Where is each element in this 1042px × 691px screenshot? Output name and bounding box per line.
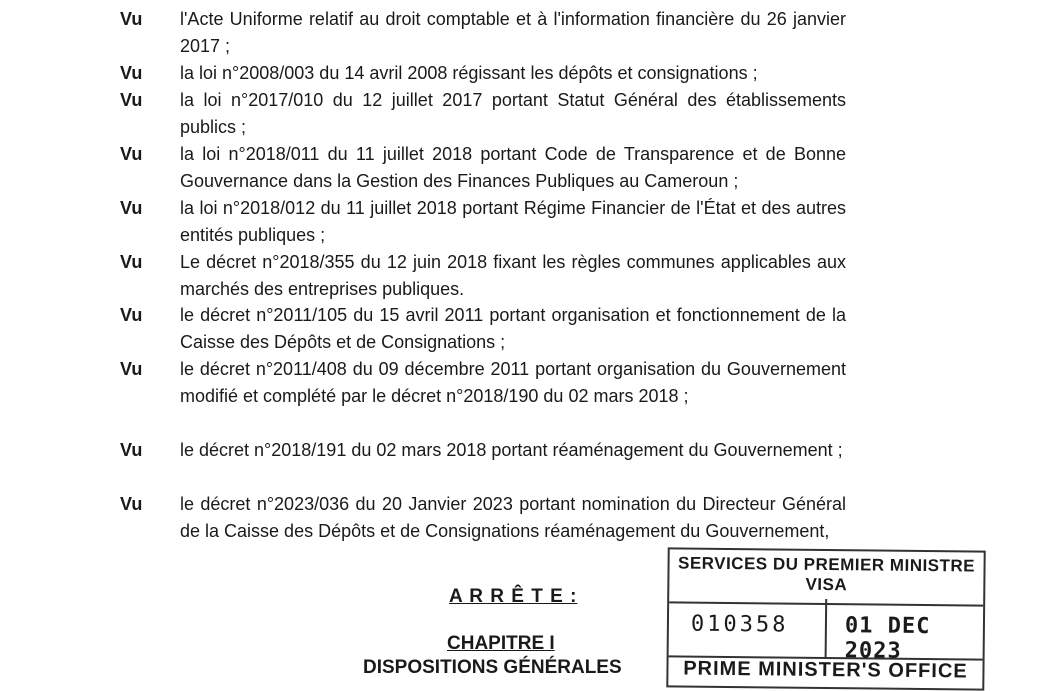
vu-text: Le décret n°2018/355 du 12 juin 2018 fixant les règles communes applicables aux marchés des entreprises publiques. xyxy=(180,252,846,299)
vu-label: Vu xyxy=(120,440,143,460)
vu-entry xyxy=(120,6,846,60)
vu-label: Vu xyxy=(120,9,143,29)
stamp-details xyxy=(669,597,984,664)
vu-label: Vu xyxy=(120,359,143,379)
vu-text: la loi n°2008/003 du 14 avril 2008 régissant les dépôts et consignations ; xyxy=(180,63,758,83)
stamp-service: SERVICES DU PREMIER MINISTRE xyxy=(677,553,976,576)
vu-entry xyxy=(120,356,846,410)
vu-text: le décret n°2011/105 du 15 avril 2011 portant organisation et fonctionnement de la Caisse des Dépôts et de Consignations ; xyxy=(180,305,846,352)
vu-entry xyxy=(120,60,846,87)
arrete-heading: A R R Ê T E : xyxy=(449,586,578,607)
vu-label: Vu xyxy=(120,144,143,164)
vu-text: l'Acte Uniforme relatif au droit comptable et à l'information financière du 26 janvier 2017 ; xyxy=(180,9,846,56)
vu-label: Vu xyxy=(120,305,143,325)
vu-text: le décret n°2011/408 du 09 décembre 2011 portant organisation du Gouvernement modifié et complété par le décret n°2018/190 du 02 mars 2018 ; xyxy=(180,359,846,406)
vu-label: Vu xyxy=(120,494,143,514)
vu-text: le décret n°2018/191 du 02 mars 2018 portant réaménagement du Gouvernement ; xyxy=(180,440,843,460)
vu-label: Vu xyxy=(120,252,143,272)
vu-text: la loi n°2017/010 du 12 juillet 2017 portant Statut Général des établissements publics ; xyxy=(180,90,846,137)
chapter-title: DISPOSITIONS GÉNÉRALES xyxy=(363,657,622,678)
vu-label: Vu xyxy=(120,198,143,218)
stamp-footer: PRIME MINISTER'S OFFICE xyxy=(683,657,968,683)
vu-label: Vu xyxy=(120,90,143,110)
vu-entry xyxy=(120,141,846,195)
vu-entry xyxy=(120,87,846,141)
stamp-visa: VISA xyxy=(805,574,848,595)
vu-entry xyxy=(120,437,846,464)
vu-entry xyxy=(120,302,846,356)
stamp-date: 01 DEC 2023 xyxy=(844,613,931,664)
vu-entry xyxy=(120,491,846,545)
visa-stamp xyxy=(666,547,985,690)
stamp-divider xyxy=(825,599,828,657)
vu-text: la loi n°2018/012 du 11 juillet 2018 portant Régime Financier de l'État et des autres entités publiques ; xyxy=(180,198,846,245)
vu-entry xyxy=(120,249,846,303)
chapter-heading: CHAPITRE I xyxy=(447,633,555,654)
stamp-number: 010358 xyxy=(690,611,789,638)
vu-entry xyxy=(120,195,846,249)
vu-text: le décret n°2023/036 du 20 Janvier 2023 portant nomination du Directeur Général de la Caisse des Dépôts et de Consignations réaménagement du Gouvernement, xyxy=(180,494,846,541)
vu-text: la loi n°2018/011 du 11 juillet 2018 portant Code de Transparence et de Bonne Gouvernance dans la Gestion des Finances Publiques au Cameroun ; xyxy=(180,144,846,191)
vu-label: Vu xyxy=(120,63,143,83)
